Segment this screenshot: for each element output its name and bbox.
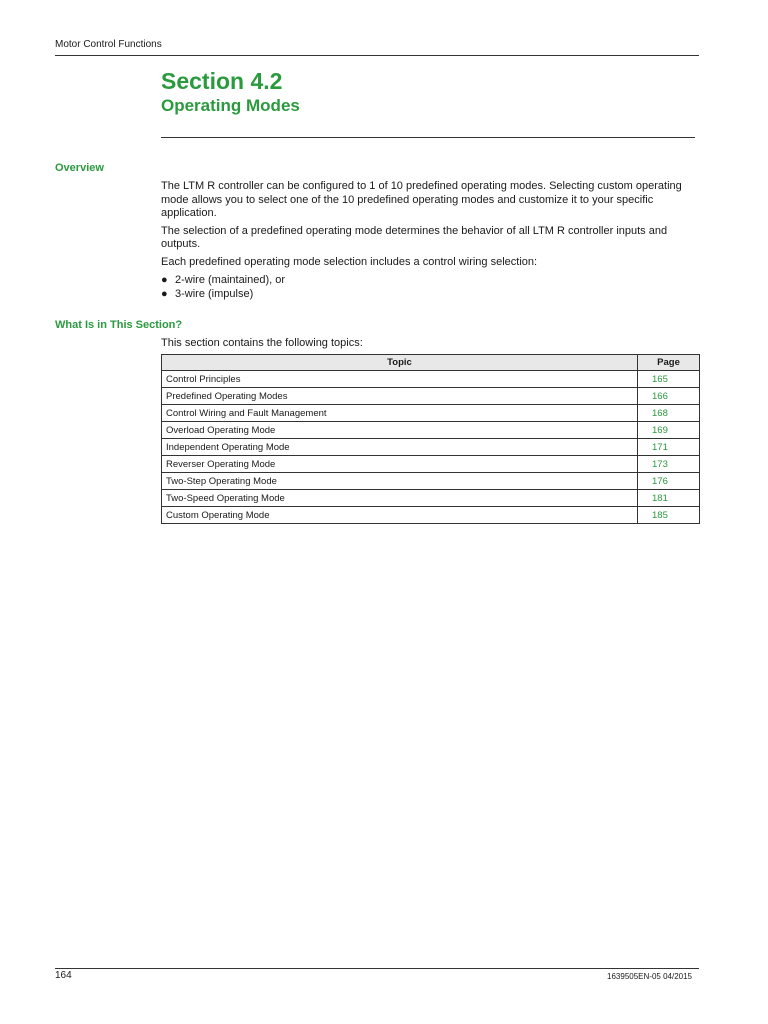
section-number: Section 4.2 <box>161 68 283 94</box>
page-link[interactable]: 185 <box>638 507 700 524</box>
page-link[interactable]: 169 <box>638 422 700 439</box>
in-this-section-intro <box>161 337 701 355</box>
table-header-row <box>162 355 700 371</box>
overview-heading: Overview <box>55 162 104 174</box>
topic-cell: Overload Operating Mode <box>162 422 638 439</box>
page-link[interactable]: 168 <box>638 405 700 422</box>
topic-cell: Independent Operating Mode <box>162 439 638 456</box>
topic-cell: Custom Operating Mode <box>162 507 638 524</box>
document-reference: 1639505EN-05 04/2015 <box>607 972 692 981</box>
topic-cell: Reverser Operating Mode <box>162 456 638 473</box>
overview-paragraph: Each predefined operating mode selection includes a control wiring selection: <box>161 255 538 268</box>
table-row <box>162 422 700 439</box>
page-link[interactable]: 166 <box>638 388 700 405</box>
table-row <box>162 388 700 405</box>
intro-text: This section contains the following topics: <box>161 337 363 349</box>
overview-paragraph: The LTM R controller can be configured to 1 of 10 predefined operating modes. Selecting custom operating mode allows you to select one of the 10 predefined operating modes and customize it to your specific application. <box>161 180 682 219</box>
page-link[interactable]: 165 <box>638 371 700 388</box>
table-row <box>162 490 700 507</box>
bullet-item <box>161 287 701 301</box>
topic-cell: Two-Step Operating Mode <box>162 473 638 490</box>
overview-body <box>161 180 701 301</box>
page-number: 164 <box>55 970 72 981</box>
page-link[interactable]: 176 <box>638 473 700 490</box>
table-row <box>162 439 700 456</box>
section-rule <box>161 137 695 138</box>
section-title: Operating Modes <box>161 96 300 115</box>
table-row <box>162 456 700 473</box>
topic-cell: Predefined Operating Modes <box>162 388 638 405</box>
page-link[interactable]: 181 <box>638 490 700 507</box>
topics-table <box>161 354 700 524</box>
table-row <box>162 473 700 490</box>
table-row <box>162 507 700 524</box>
running-header: Motor Control Functions <box>55 39 162 50</box>
bullet-text: 2-wire (maintained), or <box>175 274 286 286</box>
bullet-dot-icon: ● <box>161 274 168 286</box>
footer-rule <box>55 968 699 969</box>
overview-paragraph: The selection of a predefined operating mode determines the behavior of all LTM R controller inputs and outputs. <box>161 224 668 250</box>
header-rule <box>55 55 699 56</box>
column-header-page: Page <box>638 355 700 371</box>
topic-cell: Two-Speed Operating Mode <box>162 490 638 507</box>
bullet-item <box>161 273 701 287</box>
table-row <box>162 371 700 388</box>
page-link[interactable]: 171 <box>638 439 700 456</box>
bullet-text: 3-wire (impulse) <box>175 288 254 300</box>
topic-cell: Control Wiring and Fault Management <box>162 405 638 422</box>
in-this-section-heading: What Is in This Section? <box>55 319 183 331</box>
wiring-bullet-list <box>161 273 701 301</box>
topic-cell: Control Principles <box>162 371 638 388</box>
column-header-topic: Topic <box>162 355 638 371</box>
bullet-dot-icon: ● <box>161 288 168 300</box>
page-link[interactable]: 173 <box>638 456 700 473</box>
table-row <box>162 405 700 422</box>
